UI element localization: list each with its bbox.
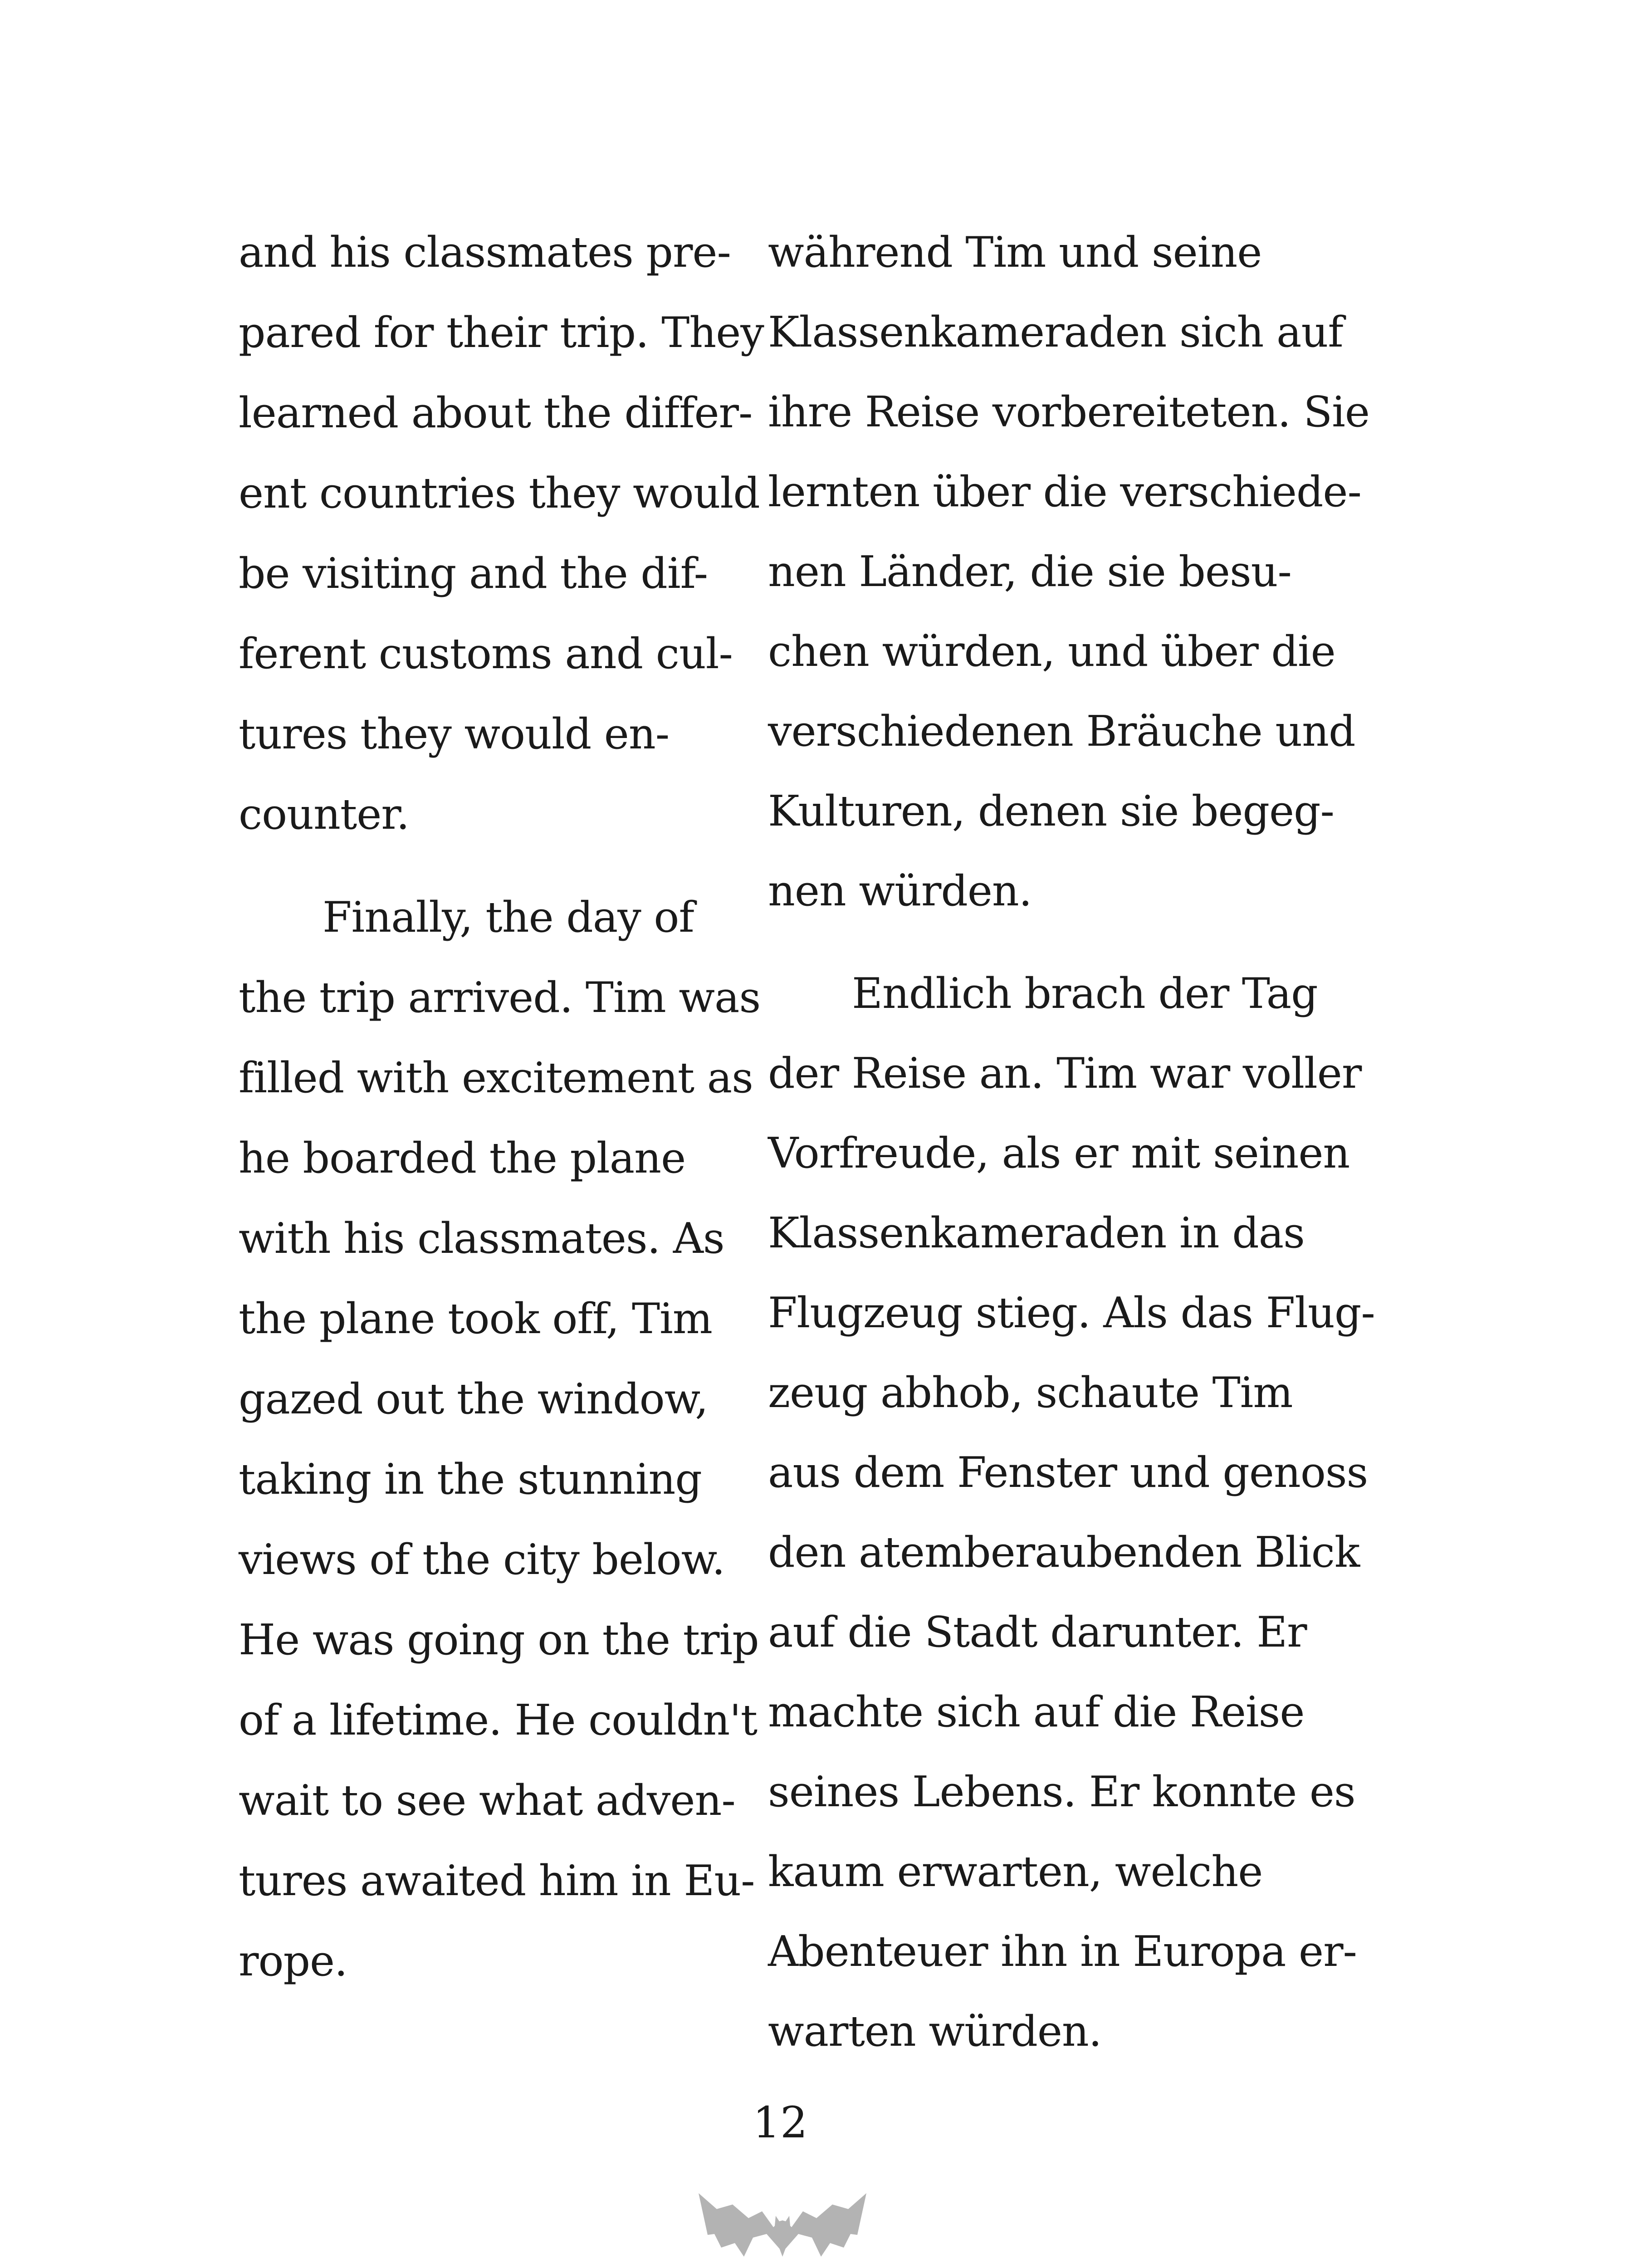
paragraph — [768, 953, 1375, 2071]
text-line: the plane took off, Tim — [239, 1294, 712, 1343]
text-line: machte sich auf die Reise — [768, 1687, 1305, 1736]
text-line: nen würden. — [768, 866, 1032, 915]
text-line: wait to see what adven- — [239, 1776, 735, 1825]
text-line: Flugzeug stieg. Als das Flug- — [768, 1288, 1375, 1337]
text-line: auf die Stadt darunter. Er — [768, 1608, 1307, 1657]
paragraph — [768, 212, 1369, 931]
text-line: den atemberaubenden Blick — [768, 1528, 1360, 1577]
text-line: of a lifetime. He couldn't — [239, 1696, 758, 1745]
text-line: he boarded the plane — [239, 1134, 686, 1183]
text-line: Klassenkameraden sich auf — [768, 308, 1343, 357]
text-line: Kulturen, denen sie begeg- — [768, 787, 1334, 836]
text-line: ferent customs and cul- — [239, 629, 733, 678]
text-line: filled with excitement as — [239, 1053, 753, 1102]
paragraph — [239, 877, 761, 2001]
paragraph-spacer — [239, 855, 751, 877]
page-number: 12 — [753, 2098, 808, 2148]
text-line: aus dem Fenster und genoss — [768, 1448, 1368, 1497]
text-line: Vorfreude, als er mit seinen — [768, 1129, 1350, 1178]
text-line: the trip arrived. Tim was — [239, 973, 761, 1022]
text-line: and his classmates pre- — [239, 228, 731, 277]
text-line: taking in the stunning — [239, 1455, 702, 1504]
text-line: Abenteuer ihn in Europa er- — [768, 1927, 1357, 1976]
text-line: kaum erwarten, welche — [768, 1847, 1263, 1896]
paragraph — [239, 212, 764, 855]
text-line: zeug abhob, schaute Tim — [768, 1368, 1293, 1417]
text-line: seines Lebens. Er konnte es — [768, 1767, 1355, 1816]
text-line: counter. — [239, 790, 410, 839]
bat-icon — [699, 2184, 866, 2268]
german-text-column — [768, 212, 1375, 2071]
text-line: während Tim und seine — [768, 228, 1262, 277]
text-line: with his classmates. As — [239, 1214, 724, 1263]
english-text-column — [239, 212, 764, 2001]
paragraph-spacer — [768, 931, 1335, 953]
text-line: gazed out the window, — [239, 1374, 708, 1423]
text-line: Endlich brach der Tag — [852, 969, 1318, 1018]
text-line: nen Länder, die sie besu- — [768, 547, 1291, 596]
text-line: learned about the differ- — [239, 388, 753, 437]
text-line: Finally, the day of — [323, 893, 694, 942]
text-line: warten würden. — [768, 2007, 1102, 2056]
text-line: ent countries they would — [239, 469, 760, 518]
text-line: pared for their trip. They — [239, 308, 764, 357]
text-line: tures awaited him in Eu- — [239, 1856, 755, 1905]
text-line: views of the city below. — [239, 1535, 725, 1584]
text-line: lernten über die verschiede- — [768, 467, 1361, 516]
text-line: verschiedenen Bräuche und — [768, 707, 1355, 756]
text-line: He was going on the trip — [239, 1615, 759, 1664]
text-line: Klassenkameraden in das — [768, 1208, 1305, 1257]
text-line: rope. — [239, 1936, 347, 1985]
text-line: ihre Reise vorbereiteten. Sie — [768, 387, 1369, 436]
text-line: chen würden, und über die — [768, 627, 1335, 676]
text-line: tures they would en- — [239, 709, 670, 758]
text-line: be visiting and the dif- — [239, 549, 708, 598]
text-line: der Reise an. Tim war voller — [768, 1049, 1362, 1098]
